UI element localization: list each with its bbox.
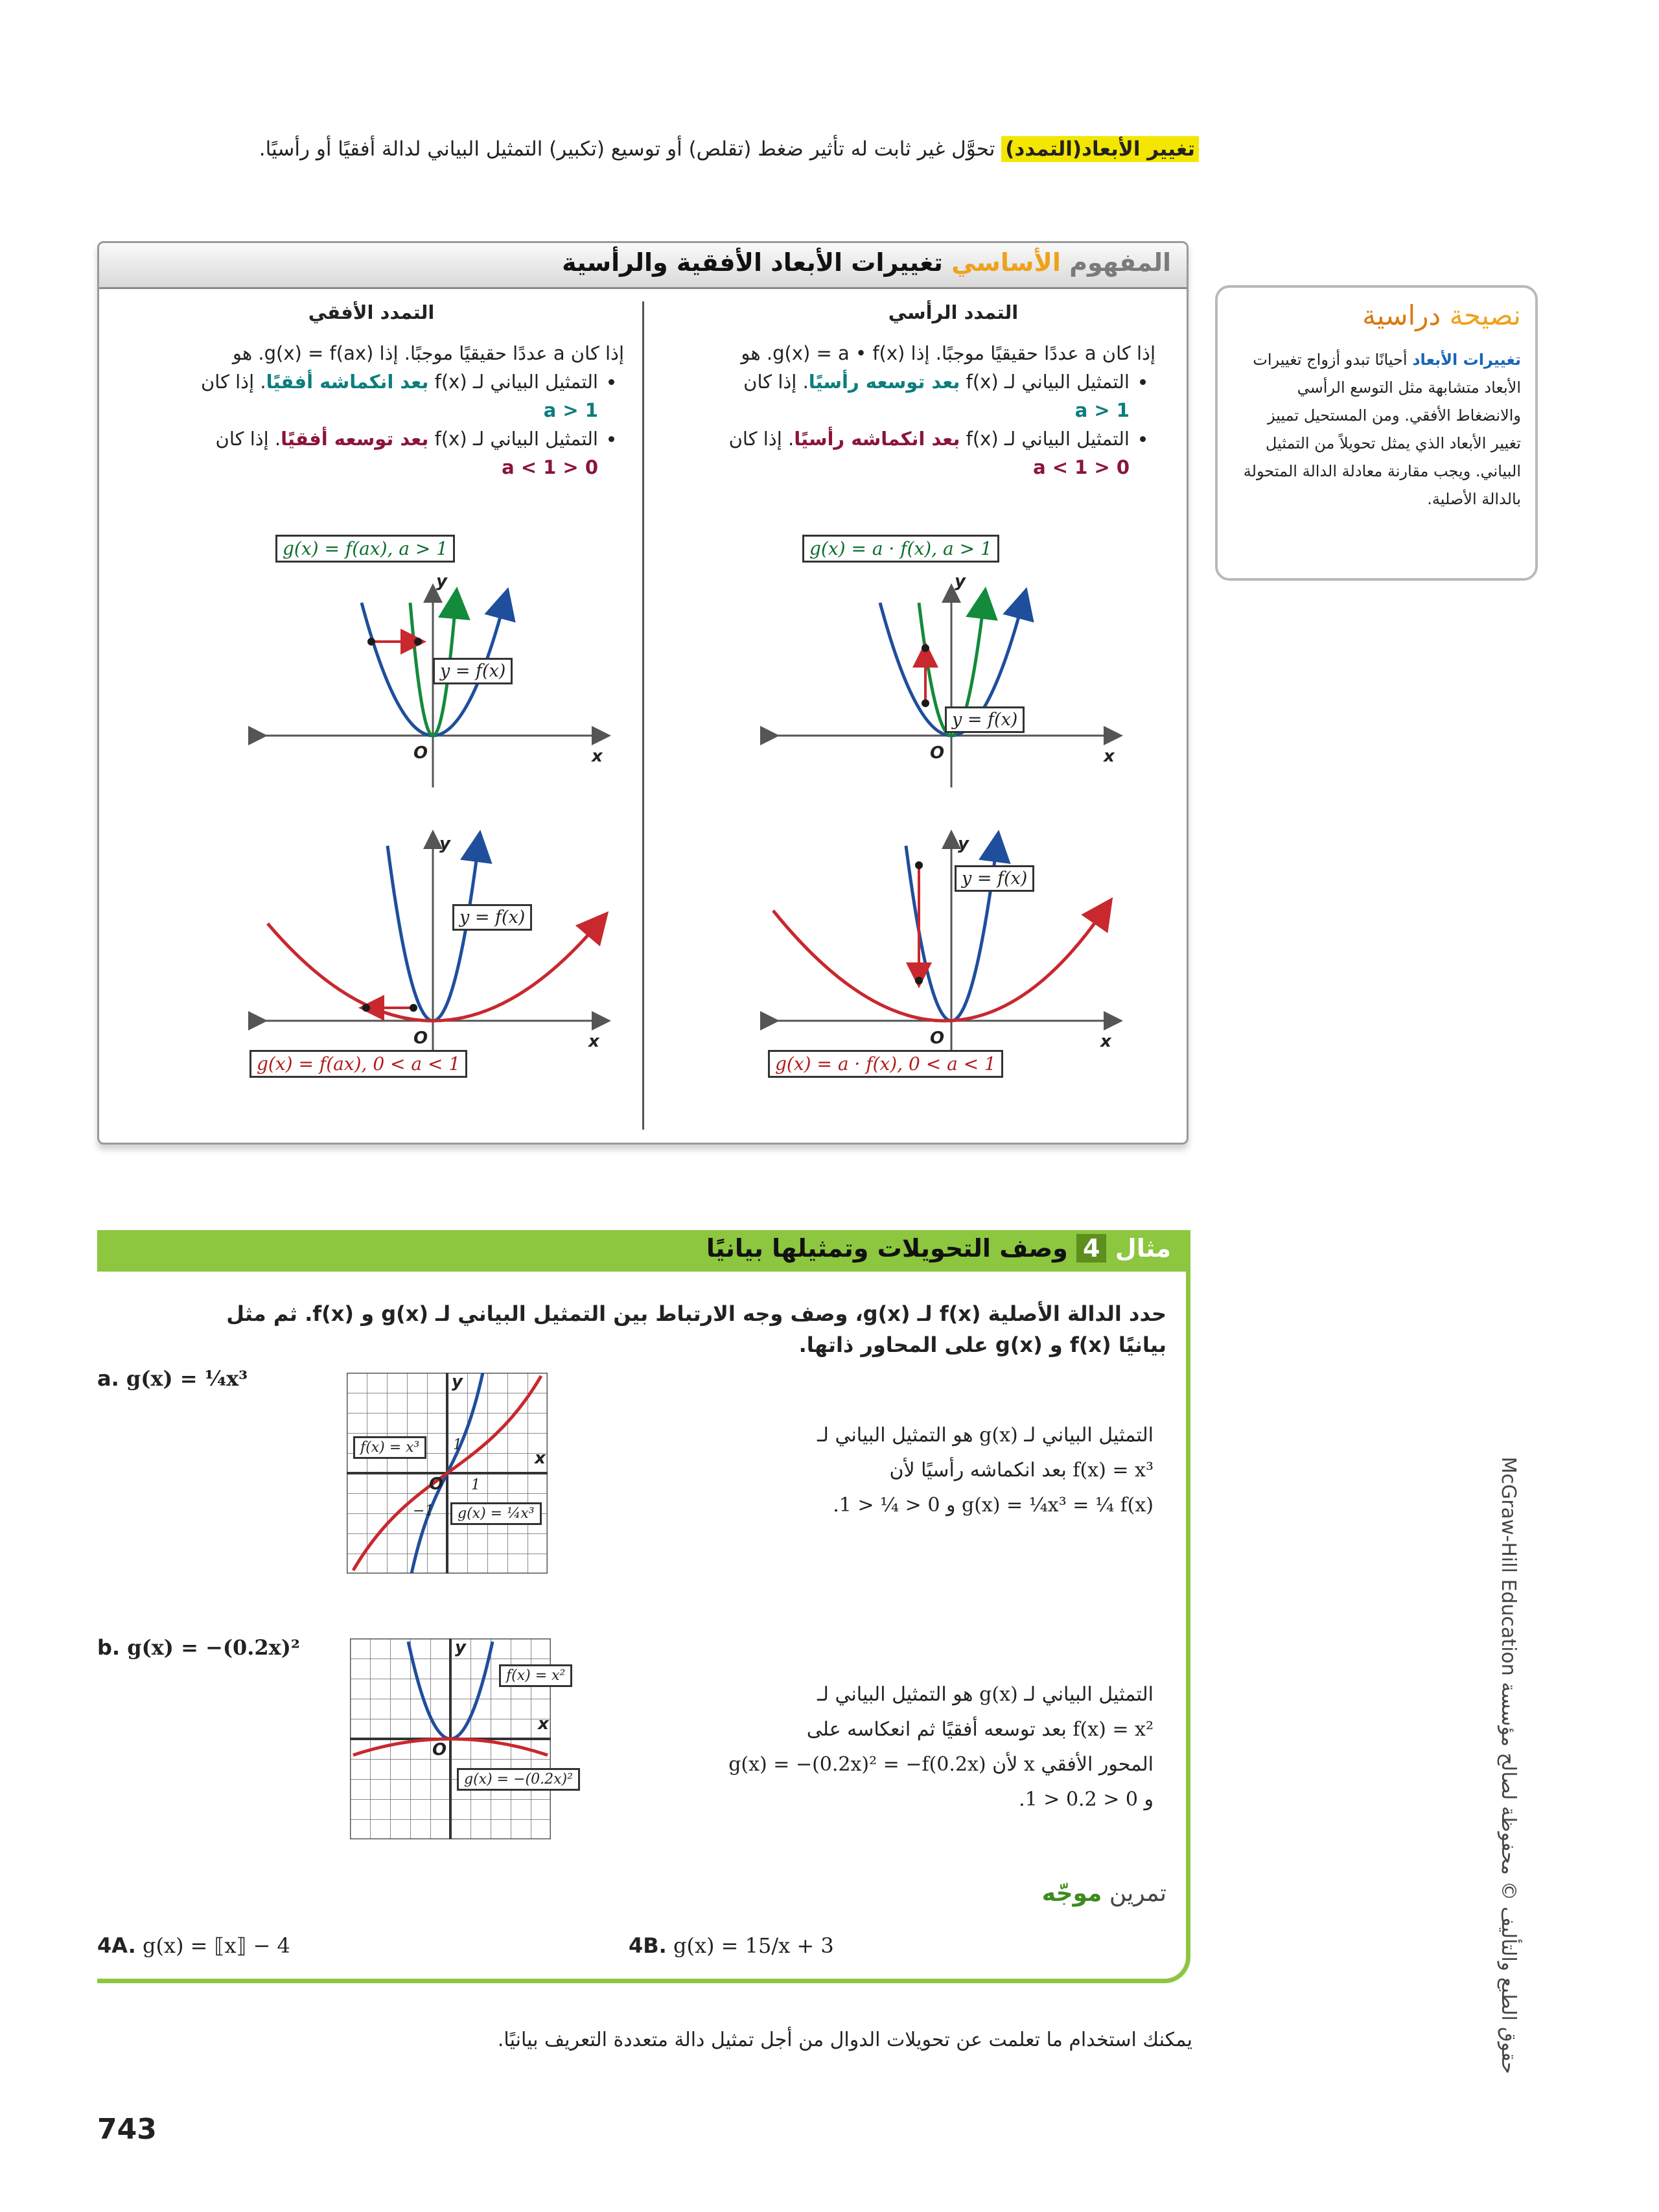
x-label: x bbox=[535, 1449, 546, 1468]
point-f bbox=[922, 699, 929, 707]
horizontal-text bbox=[170, 339, 624, 482]
vertical-b2-cond: 0 < a < 1 bbox=[1033, 456, 1130, 478]
x-label: x bbox=[588, 1032, 599, 1051]
x-label: x bbox=[1104, 747, 1115, 766]
y-label: y bbox=[958, 834, 969, 854]
point-g bbox=[362, 1004, 370, 1012]
point-f bbox=[410, 1004, 417, 1012]
origin-label: O bbox=[930, 1029, 945, 1048]
study-tip-box bbox=[1215, 285, 1538, 581]
label-vertical-f1: y = f(x) bbox=[945, 706, 1025, 733]
study-tip-title bbox=[1362, 299, 1521, 331]
vertical-b1-cond: a > 1 bbox=[1074, 399, 1130, 421]
horizontal-b2-key: بعد توسعه أفقيًا bbox=[281, 428, 429, 450]
y-label: y bbox=[452, 1373, 463, 1391]
x-label: x bbox=[538, 1714, 549, 1734]
vertical-b2-post: . إذا كان bbox=[728, 428, 795, 450]
part-b-equation: g(x) = −(0.2x)² bbox=[127, 1635, 300, 1660]
study-tip-title-1: نصيحة bbox=[1449, 299, 1521, 331]
definition-term: تغيير الأبعاد(التمدد) bbox=[1001, 136, 1199, 162]
study-tip-title-2: دراسية bbox=[1362, 299, 1441, 331]
horizontal-b1-key: بعد انكماشه أفقيًا bbox=[266, 371, 429, 393]
example-heading: وصف التحويلات وتمثيلها بيانيًا bbox=[706, 1234, 1068, 1263]
copyright-side-text: حقوق الطبع والتأليف © محفوظة لصالح مؤسسة McGraw-Hill Education bbox=[1497, 1456, 1520, 2074]
label-horizontal-f1: y = f(x) bbox=[433, 658, 513, 684]
part-b-explanation bbox=[570, 1677, 1154, 1817]
label-horizontal-g1: g(x) = f(ax), a > 1 bbox=[275, 535, 455, 563]
study-tip-text bbox=[1236, 346, 1521, 513]
practice-4b-label: 4B. bbox=[629, 1933, 667, 1958]
origin-label: O bbox=[930, 743, 945, 763]
study-tip-keyword: تغييرات الأبعاد bbox=[1412, 351, 1521, 369]
horizontal-bullet-2 bbox=[170, 425, 598, 482]
label-part-b-g: g(x) = −(0.2x)² bbox=[457, 1768, 580, 1791]
part-b-line-1: التمثيل البياني لـ g(x) هو التمثيل البياني لـ bbox=[817, 1683, 1154, 1706]
example-intro: حدد الدالة الأصلية f(x) لـ g(x)، وصف وجه الارتباط بين التمثيل البياني لـ g(x) و f(x). ثم مثل بيانيًا f(x) و g(x) على المحاور ذاتها. bbox=[226, 1301, 1166, 1357]
vertical-b1-key: بعد توسعه رأسيًا bbox=[808, 371, 960, 393]
graph-vertical-stretch bbox=[760, 541, 1123, 787]
graph-horizontal-expand bbox=[248, 813, 611, 1086]
study-tip-body: أحيانًا تبدو أزواج تغييرات الأبعاد متشابهة مثل التوسع الرأسي والانضغاط الأفقي. ومن المستحيل تمييز تغيير الأبعاد الذي يمثل تحويلاً من التمثيل البياني. ويجب مقارنة معادلة الدالة المتحولة بالدالة الأصلية. bbox=[1243, 351, 1521, 508]
horizontal-b2-pre: التمثيل البياني لـ f(x) bbox=[434, 428, 598, 450]
part-b bbox=[97, 1635, 300, 1660]
key-concept-box bbox=[97, 241, 1189, 1145]
y-label: y bbox=[439, 834, 450, 854]
practice-4b-equation: g(x) = 15/x + 3 bbox=[673, 1933, 834, 1958]
point-g bbox=[915, 977, 923, 984]
graph-part-a bbox=[347, 1373, 548, 1574]
label-part-a-g: g(x) = ¼x³ bbox=[450, 1502, 542, 1525]
y-label: y bbox=[955, 572, 966, 591]
horizontal-b2-cond: 0 < a < 1 bbox=[502, 456, 598, 478]
vertical-b1-pre: التمثيل البياني لـ f(x) bbox=[966, 371, 1130, 393]
example-label: مثال bbox=[1115, 1234, 1171, 1263]
point-f bbox=[915, 861, 923, 869]
vertical-intro: إذا كان a عددًا حقيقيًا موجبًا. إذا g(x) = a • f(x). هو bbox=[741, 342, 1155, 364]
definition-text: تحوَّل غير ثابت له تأثير ضغط (تقلص) أو توسيع (تكبير) التمثيل البياني لدالة أفقيًا أو رأسيًا. bbox=[259, 137, 995, 161]
vertical-text bbox=[663, 339, 1155, 482]
vertical-bullet-1 bbox=[663, 367, 1130, 425]
point-g bbox=[922, 644, 929, 652]
origin-label: O bbox=[432, 1740, 447, 1760]
key-concept-heading: تغييرات الأبعاد الأفقية والرأسية bbox=[562, 248, 943, 277]
example-box bbox=[97, 1230, 1190, 1983]
label-vertical-g2: g(x) = a · f(x), 0 < a < 1 bbox=[768, 1050, 1003, 1078]
example-title bbox=[706, 1234, 1171, 1263]
vertical-heading: التمدد الرأسي bbox=[888, 301, 1019, 323]
label-part-a-f: f(x) = x³ bbox=[353, 1436, 426, 1459]
horizontal-b1-cond: a > 1 bbox=[543, 399, 598, 421]
part-a bbox=[97, 1366, 248, 1391]
practice-4a-equation: g(x) = ⟦x⟧ − 4 bbox=[142, 1933, 290, 1958]
horizontal-b1-post: . إذا كان bbox=[200, 371, 266, 393]
part-a-line-2: f(x) = x³ بعد انكماشه رأسيًا لأن bbox=[889, 1459, 1154, 1482]
horizontal-intro: إذا كان a عددًا حقيقيًا موجبًا. إذا g(x) = f(ax). هو bbox=[232, 342, 624, 364]
part-b-line-2: f(x) = x² بعد توسعه أفقيًا ثم انعكاسه على bbox=[806, 1718, 1154, 1741]
vertical-b2-key: بعد انكماشه رأسيًا bbox=[794, 428, 960, 450]
part-b-label: b. bbox=[97, 1635, 121, 1660]
y-label: y bbox=[436, 572, 447, 591]
part-a-explanation bbox=[570, 1418, 1154, 1523]
part-a-line-3: g(x) = ¼x³ = ¼ f(x) و 0 < ¼ < 1. bbox=[833, 1494, 1154, 1517]
vertical-b2-pre: التمثيل البياني لـ f(x) bbox=[966, 428, 1130, 450]
key-concept-header bbox=[99, 243, 1187, 289]
label-vertical-f2: y = f(x) bbox=[955, 865, 1034, 892]
vertical-bullet-2 bbox=[663, 425, 1130, 482]
example-header bbox=[97, 1230, 1190, 1272]
horizontal-b1-pre: التمثيل البياني لـ f(x) bbox=[434, 371, 598, 393]
practice-4a-label: 4A. bbox=[97, 1933, 136, 1958]
horizontal-heading: التمدد الأفقي bbox=[308, 301, 435, 323]
guided-w1: تمرين bbox=[1109, 1880, 1166, 1907]
definition-line bbox=[156, 133, 1199, 165]
label-vertical-g1: g(x) = a · f(x), a > 1 bbox=[802, 535, 999, 563]
label-part-b-f: f(x) = x² bbox=[499, 1664, 572, 1687]
origin-label: O bbox=[413, 1029, 428, 1048]
tick-x-neg1: −1 bbox=[413, 1503, 434, 1519]
point-g bbox=[414, 638, 422, 646]
graph-vertical-shrink bbox=[760, 813, 1123, 1086]
origin-label: O bbox=[413, 743, 428, 763]
key-concept-core: الأساسي bbox=[951, 248, 1061, 277]
x-label: x bbox=[592, 747, 603, 766]
y-label: y bbox=[455, 1638, 466, 1657]
guided-w2: موجّه bbox=[1041, 1880, 1102, 1907]
part-b-line-4: و 0 < 0.2 < 1. bbox=[1019, 1788, 1154, 1811]
horizontal-b2-post: . إذا كان bbox=[215, 428, 281, 450]
tick-x-1: 1 bbox=[471, 1477, 480, 1493]
point-f bbox=[367, 638, 375, 646]
practice-4a bbox=[97, 1933, 290, 1958]
horizontal-bullet-1 bbox=[170, 367, 598, 425]
bottom-note: يمكنك استخدام ما تعلمت عن تحويلات الدوال من أجل تمثيل دالة متعددة التعريف بيانيًا. bbox=[497, 2029, 1192, 2051]
part-b-line-3: المحور الأفقي x لأن g(x) = −(0.2x)² = −f(0.2x) bbox=[728, 1753, 1154, 1776]
tick-y-1: 1 bbox=[453, 1437, 462, 1453]
label-horizontal-f2: y = f(x) bbox=[452, 904, 532, 931]
example-number: 4 bbox=[1076, 1234, 1106, 1263]
part-a-label: a. bbox=[97, 1366, 119, 1391]
key-concept-title bbox=[562, 248, 1171, 277]
practice-4b bbox=[629, 1933, 834, 1958]
column-divider bbox=[642, 301, 644, 1130]
part-a-line-1: التمثيل البياني لـ g(x) هو التمثيل البياني لـ bbox=[817, 1424, 1154, 1447]
vertical-b1-post: . إذا كان bbox=[743, 371, 809, 393]
page-number: 743 bbox=[97, 2113, 157, 2146]
graph-horizontal-stretch bbox=[248, 541, 611, 787]
x-label: x bbox=[1100, 1032, 1111, 1051]
part-a-equation: g(x) = ¼x³ bbox=[126, 1366, 248, 1391]
guided-practice bbox=[1042, 1880, 1166, 1907]
key-concept-label: المفهوم bbox=[1069, 248, 1171, 277]
origin-label: O bbox=[429, 1474, 444, 1494]
label-horizontal-g2: g(x) = f(ax), 0 < a < 1 bbox=[249, 1050, 467, 1078]
